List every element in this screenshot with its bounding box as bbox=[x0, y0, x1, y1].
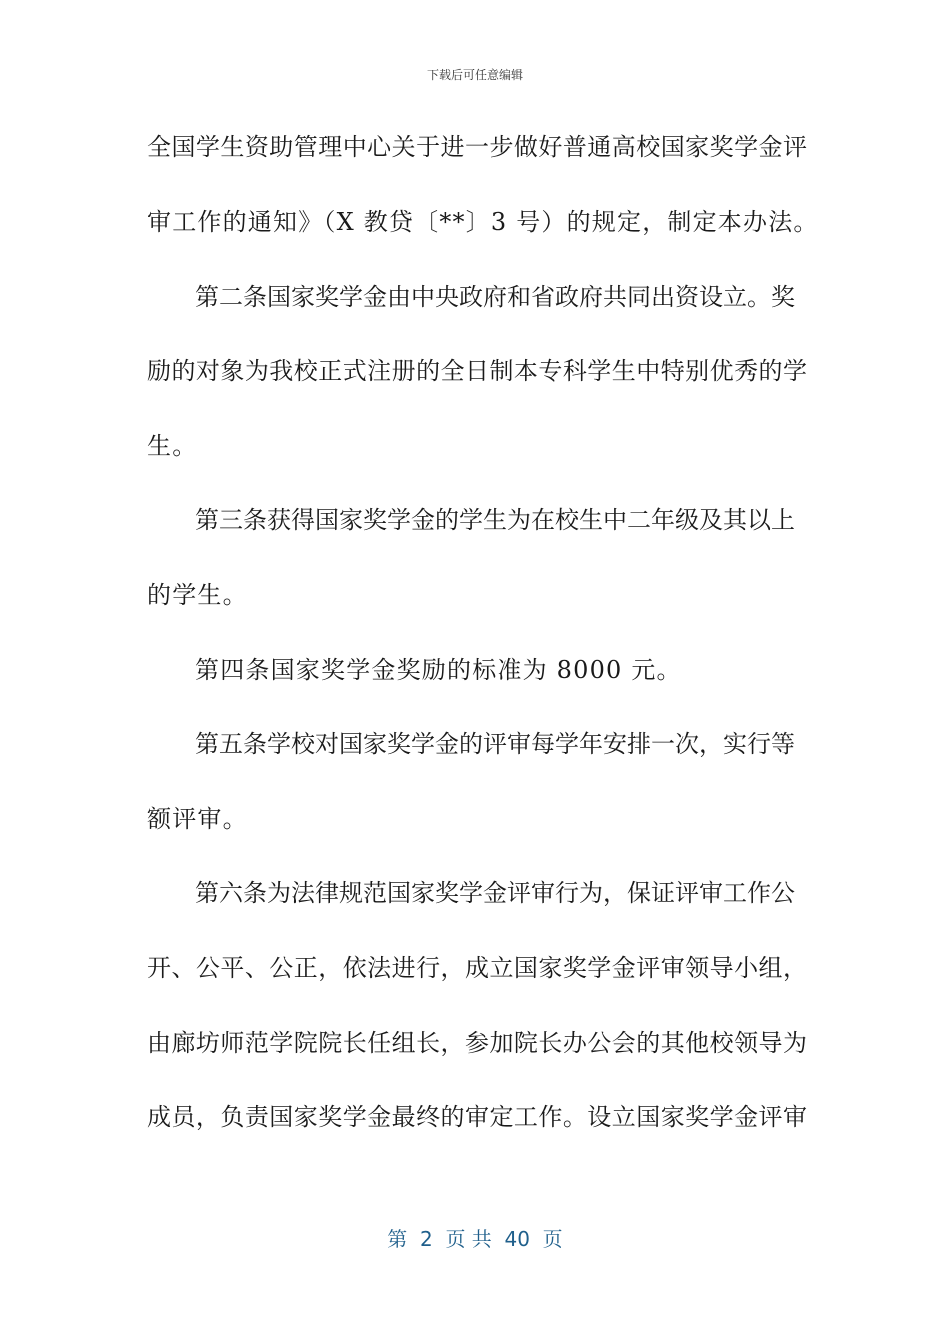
text-line: 第二条国家奖学金由中央政府和省政府共同出资设立。奖 bbox=[195, 283, 795, 311]
text-line: 励的对象为我校正式注册的全日制本专科学生中特别优秀的学 bbox=[147, 357, 807, 385]
text-line: 第五条学校对国家奖学金的评审每学年安排一次，实行等 bbox=[195, 730, 795, 758]
page-footer: 第 2 页 共 40 页 bbox=[387, 1227, 563, 1251]
text-line: 第六条为法律规范国家奖学金评审行为，保证评审工作公 bbox=[195, 879, 795, 907]
text-line: 由廊坊师范学院院长任组长，参加院长办公会的其他校领导为 bbox=[147, 1029, 807, 1057]
text-line: 全国学生资助管理中心关于进一步做好普通高校国家奖学金评 bbox=[147, 133, 807, 161]
text-line: 生。 bbox=[147, 432, 198, 460]
page-header: 下载后可任意编辑 bbox=[426, 68, 523, 82]
text-line: 第四条国家奖学金奖励的标准为 8000 元。 bbox=[195, 656, 682, 684]
text-line: 成员，负责国家奖学金最终的审定工作。设立国家奖学金评审 bbox=[147, 1103, 807, 1131]
text-line: 审工作的通知》（X 教贷〔**〕3 号）的规定，制定本办法。 bbox=[147, 208, 819, 236]
text-line: 的学生。 bbox=[147, 581, 248, 609]
text-line: 额评审。 bbox=[147, 805, 248, 833]
text-line: 第三条获得国家奖学金的学生为在校生中二年级及其以上 bbox=[195, 506, 795, 534]
text-line: 开、公平、公正，依法进行，成立国家奖学金评审领导小组， bbox=[147, 954, 807, 982]
